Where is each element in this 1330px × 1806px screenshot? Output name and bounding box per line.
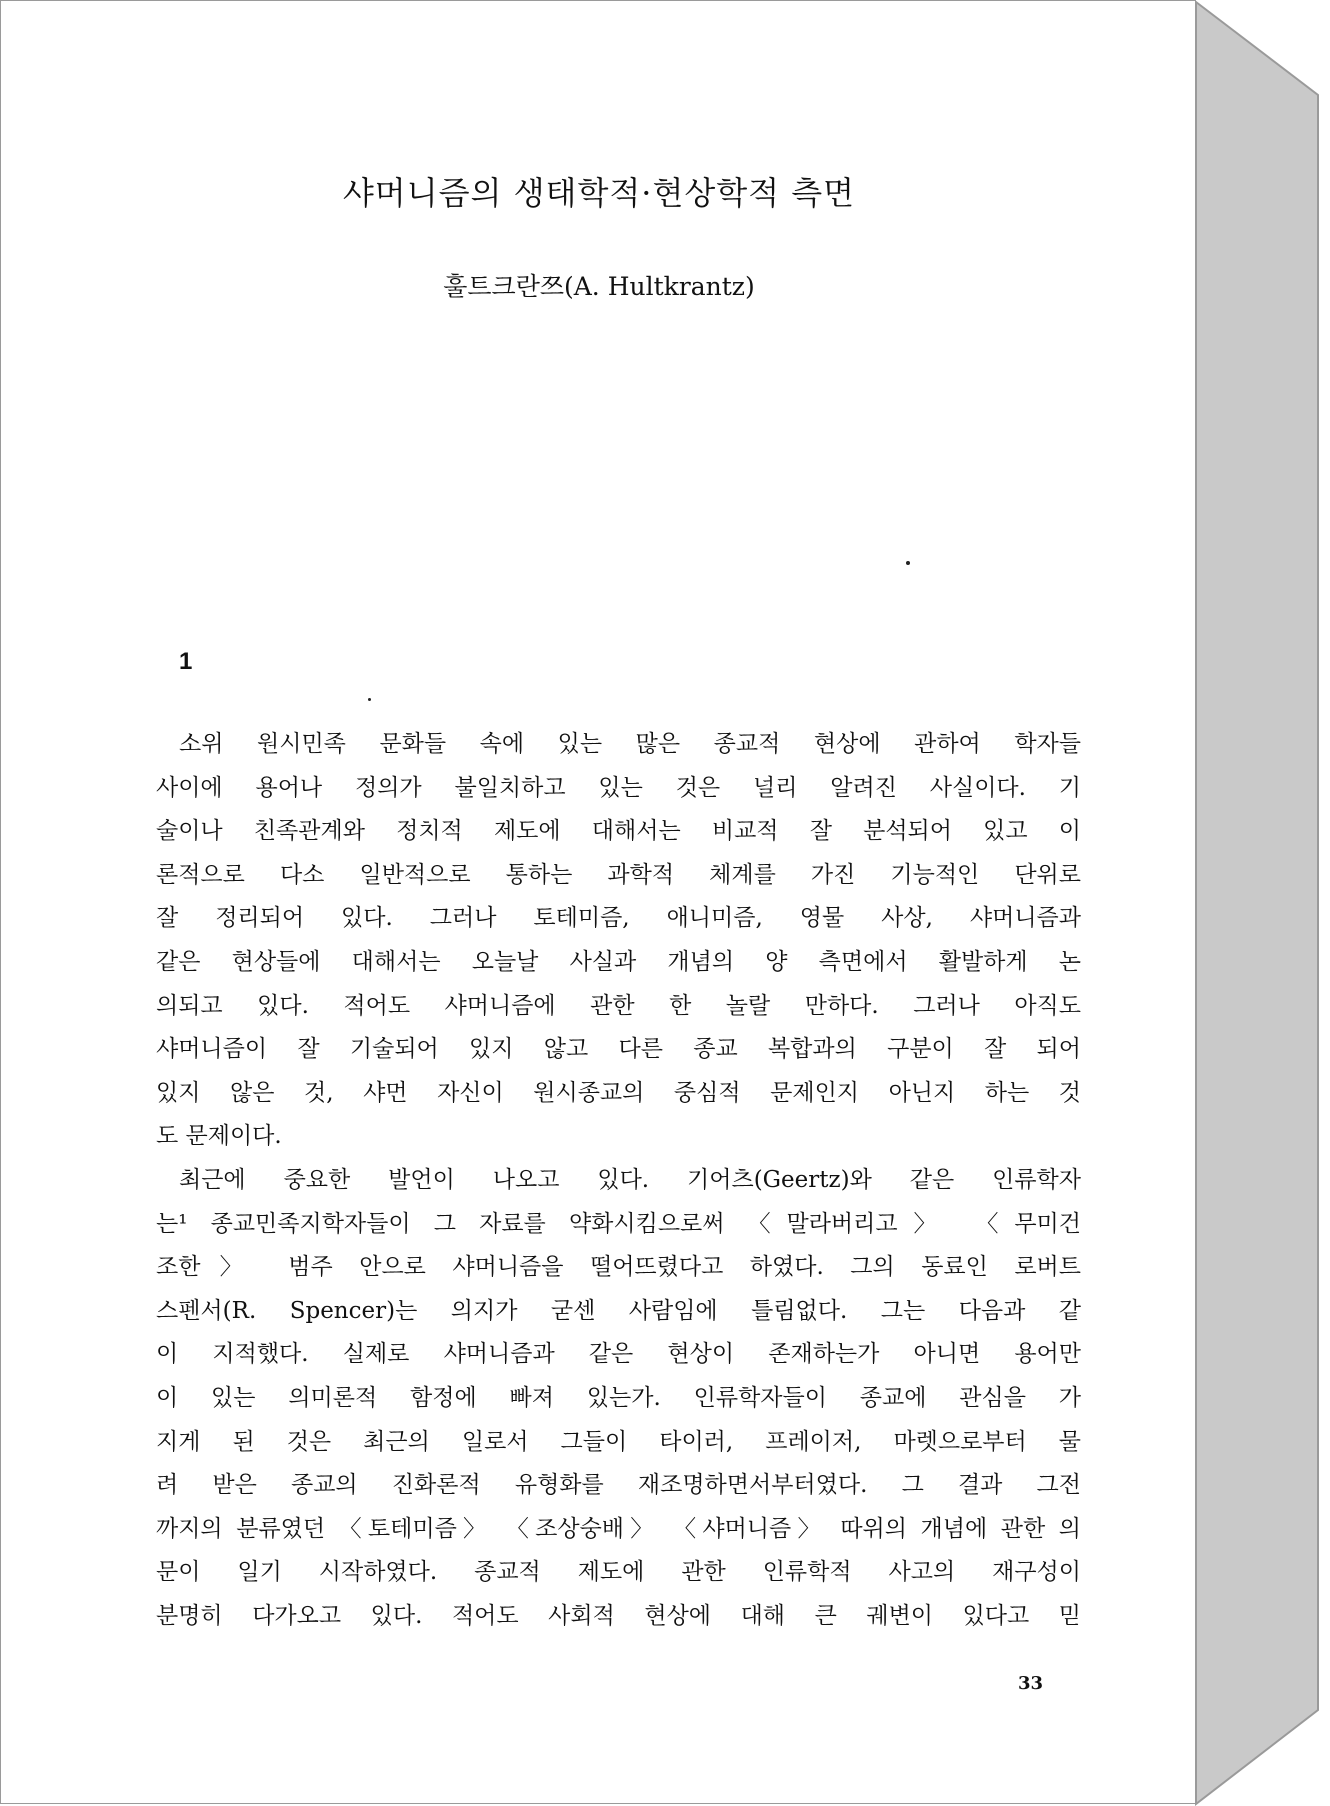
text-line: 스펜서(R. Spencer)는 의지가 굳센 사람임에 틀림없다. 그는 다음과 같 [156,1297,1081,1324]
text-line: 잘 정리되어 있다. 그러나 토테미즘, 애니미즘, 영물 사상, 샤머니즘과 [156,905,1081,932]
text-line: 지게 된 것은 최근의 일로서 그들이 타이러, 프레이저, 마렛으로부터 물 [156,1428,1081,1455]
text-line: 이 지적했다. 실제로 샤머니즘과 같은 현상이 존재하는가 아니면 용어만 [156,1341,1081,1368]
text-line: 사이에 용어나 정의가 불일치하고 있는 것은 널리 알려진 사실이다. 기 [156,774,1081,801]
text-line: 소위 원시민족 문화들 속에 있는 많은 종교적 현상에 관하여 학자들 [179,731,1081,757]
text-line: 술이나 친족관계와 정치적 제도에 대해서는 비교적 잘 분석되어 있고 이 [156,818,1081,845]
text-line: 이 있는 의미론적 함정에 빠져 있는가. 인류학자들이 종교에 관심을 가 [156,1384,1081,1411]
text-line: 론적으로 다소 일반적으로 통하는 과학적 체계를 가진 기능적인 단위로 [156,861,1081,888]
article-title: 샤머니즘의 생태학적·현상학적 측면 [342,174,856,212]
text-line: 같은 현상들에 대해서는 오늘날 사실과 개념의 양 측면에서 활발하게 논 [156,948,1081,975]
text-line: 샤머니즘이 잘 기술되어 있지 않고 다른 종교 복합과의 구분이 잘 되어 [156,1036,1081,1063]
text-line: 조한〉 범주 안으로 샤머니즘을 떨어뜨렸다고 하였다. 그의 동료인 로버트 [156,1254,1081,1281]
text-line: 최근에 중요한 발언이 나오고 있다. 기어츠(Geertz)와 같은 인류학자 [179,1166,1081,1193]
text-line: 분명히 다가오고 있다. 적어도 사회적 현상에 대해 큰 궤변이 있다고 믿 [156,1602,1081,1629]
text-line: 는¹ 종교민족지학자들이 그 자료를 약화시킴으로써 〈말라버리고〉 〈무미건 [156,1210,1081,1237]
text-line: 문이 일기 시작하였다. 종교적 제도에 관한 인류학적 사고의 재구성이 [156,1559,1081,1586]
article-author: 훌트크란쯔(A. Hultkrantz) [443,272,755,301]
text-line: 의되고 있다. 적어도 샤머니즘에 관한 한 놀랄 만하다. 그러나 아직도 [156,992,1081,1019]
text-line: 도 문제이다. [156,1123,282,1150]
text-line: 까지의 분류였던 〈토테미즘〉 〈조상숭배〉 〈샤머니즘〉 따위의 개념에 관한 의 [156,1515,1081,1542]
text-line: 있지 않은 것, 샤먼 자신이 원시종교의 중심적 문제인지 아닌지 하는 것 [156,1079,1081,1106]
section-number: 1 [179,648,193,675]
scan-speck [368,698,371,701]
scan-speck [906,561,910,565]
text-line: 려 받은 종교의 진화론적 유형화를 재조명하면서부터였다. 그 결과 그전 [156,1472,1081,1499]
body-text [156,723,1081,1638]
page-number: 33 [1017,1673,1043,1694]
